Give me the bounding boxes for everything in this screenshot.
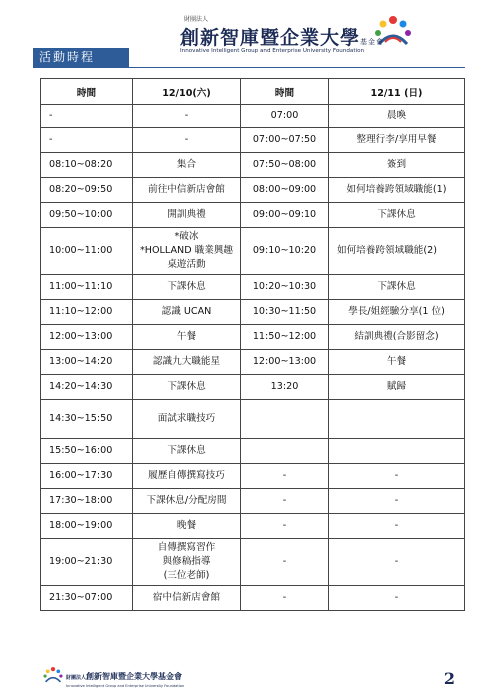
table-row	[41, 128, 465, 153]
cell-activity-day2: 下課休息	[329, 203, 465, 228]
cell-activity-day2: -	[329, 464, 465, 489]
cell-time-day2: 07:00~07:50	[241, 128, 329, 153]
cell-time-day2: -	[241, 514, 329, 539]
table-row	[41, 375, 465, 400]
table-row	[41, 105, 465, 128]
cell-time-day2: 13:20	[241, 375, 329, 400]
cell-activity-day1: 下課休息/分配房間	[133, 489, 241, 514]
header-day1: 12/10(六)	[133, 79, 241, 105]
cell-time-day1: 08:20~09:50	[41, 178, 133, 203]
cell-activity-day1: *破冰 *HOLLAND 職業興趣 桌遊活動	[133, 228, 241, 275]
section-title: 活動時程	[33, 48, 129, 67]
cell-time-day1: 19:00~21:30	[41, 539, 133, 586]
header-title	[180, 14, 480, 54]
table-row	[41, 275, 465, 300]
cell-time-day1: 10:00~11:00	[41, 228, 133, 275]
cell-activity-day1: 開訓典禮	[133, 203, 241, 228]
cell-time-day1: 11:00~11:10	[41, 275, 133, 300]
org-type: 財團法人	[184, 16, 209, 23]
cell-time-day2: 11:50~12:00	[241, 325, 329, 350]
cell-activity-day1: 自傳撰寫習作 與修稿指導 (三位老師)	[133, 539, 241, 586]
cell-time-day2: 12:00~13:00	[241, 350, 329, 375]
org-english-name: Innovative Intelligent Group and Enterprise University Foundation	[180, 48, 365, 54]
cell-time-day1: 12:00~13:00	[41, 325, 133, 350]
table-row	[41, 228, 465, 275]
cell-activity-day2: 如何培養跨領域職能(2)	[329, 228, 465, 275]
cell-time-day1: 14:20~14:30	[41, 375, 133, 400]
cell-activity-day2: 學長/姐經驗分享(1 位)	[329, 300, 465, 325]
table-row	[41, 464, 465, 489]
table-row	[41, 178, 465, 203]
cell-activity-day1: 下課休息	[133, 275, 241, 300]
cell-activity-day1: 下課休息	[133, 439, 241, 464]
cell-time-day1: 21:30~07:00	[41, 586, 133, 611]
cell-activity-day1: -	[133, 105, 241, 128]
table-row	[41, 439, 465, 464]
cell-activity-day2	[329, 439, 465, 464]
cell-time-day1: 18:00~19:00	[41, 514, 133, 539]
cell-activity-day1: 集合	[133, 153, 241, 178]
cell-time-day2: -	[241, 586, 329, 611]
cell-time-day1: 13:00~14:20	[41, 350, 133, 375]
schedule-table	[40, 78, 465, 611]
cell-activity-day1: 面試求職技巧	[133, 400, 241, 439]
cell-activity-day2	[329, 400, 465, 439]
cell-time-day2: 10:20~10:30	[241, 275, 329, 300]
section-divider	[33, 67, 465, 68]
cell-activity-day2: 結訓典禮(合影留念)	[329, 325, 465, 350]
cell-time-day2: -	[241, 539, 329, 586]
cell-time-day1: -	[41, 128, 133, 153]
cell-time-day2: 07:50~08:00	[241, 153, 329, 178]
cell-time-day2: 10:30~11:50	[241, 300, 329, 325]
header-time-day2: 時間	[241, 79, 329, 105]
cell-time-day1: -	[41, 105, 133, 128]
cell-time-day1: 15:50~16:00	[41, 439, 133, 464]
cell-activity-day2: 簽到	[329, 153, 465, 178]
cell-activity-day1: 前往中信新店會館	[133, 178, 241, 203]
cell-time-day2	[241, 400, 329, 439]
table-row	[41, 586, 465, 611]
table-row	[41, 539, 465, 586]
cell-activity-day1: 認識九大職能星	[133, 350, 241, 375]
cell-activity-day1: 晚餐	[133, 514, 241, 539]
cell-time-day2	[241, 439, 329, 464]
cell-activity-day2: -	[329, 489, 465, 514]
table-row	[41, 300, 465, 325]
header-day2: 12/11 (日)	[329, 79, 465, 105]
cell-activity-day1: -	[133, 128, 241, 153]
footer-org-type: 財團法人	[66, 675, 87, 681]
footer-org-english: Innovative Intelligent Group and Enterprise University Foundation	[66, 684, 185, 688]
footer-logo-icon	[42, 666, 64, 684]
footer-org-name-text: 創新智庫暨企業大學基金會	[86, 672, 183, 681]
cell-time-day1: 14:30~15:50	[41, 400, 133, 439]
cell-time-day2: -	[241, 489, 329, 514]
cell-time-day2: 07:00	[241, 105, 329, 128]
cell-time-day1: 09:50~10:00	[41, 203, 133, 228]
table-row	[41, 203, 465, 228]
cell-time-day1: 16:00~17:30	[41, 464, 133, 489]
cell-time-day1: 17:30~18:00	[41, 489, 133, 514]
cell-time-day2: 09:10~10:20	[241, 228, 329, 275]
cell-activity-day2: 晨喚	[329, 105, 465, 128]
cell-time-day2: 08:00~09:00	[241, 178, 329, 203]
cell-activity-day2: 下課休息	[329, 275, 465, 300]
cell-activity-day1: 宿中信新店會館	[133, 586, 241, 611]
cell-time-day1: 08:10~08:20	[41, 153, 133, 178]
table-row	[41, 489, 465, 514]
table-row	[41, 514, 465, 539]
cell-activity-day2: 整理行李/享用早餐	[329, 128, 465, 153]
cell-activity-day2: 如何培養跨領域職能(1)	[329, 178, 465, 203]
cell-activity-day1: 認識 UCAN	[133, 300, 241, 325]
org-name	[180, 23, 480, 50]
cell-activity-day1: 午餐	[133, 325, 241, 350]
cell-activity-day1: 下課休息	[133, 375, 241, 400]
table-row	[41, 350, 465, 375]
table-header-row	[41, 79, 465, 105]
table-row	[41, 153, 465, 178]
org-name-text: 創新智庫暨企業大學	[180, 27, 361, 49]
page-number: 2	[443, 669, 455, 688]
table-row	[41, 400, 465, 439]
cell-activity-day2: 午餐	[329, 350, 465, 375]
cell-activity-day1: 履歷自傳撰寫技巧	[133, 464, 241, 489]
cell-time-day2: -	[241, 464, 329, 489]
org-suffix: 基金會	[360, 38, 385, 46]
cell-activity-day2: 賦歸	[329, 375, 465, 400]
footer-org-name	[66, 671, 182, 682]
cell-activity-day2: -	[329, 539, 465, 586]
cell-activity-day2: -	[329, 514, 465, 539]
cell-activity-day2: -	[329, 586, 465, 611]
header-time-day1: 時間	[41, 79, 133, 105]
table-row	[41, 325, 465, 350]
cell-time-day1: 11:10~12:00	[41, 300, 133, 325]
cell-time-day2: 09:00~09:10	[241, 203, 329, 228]
